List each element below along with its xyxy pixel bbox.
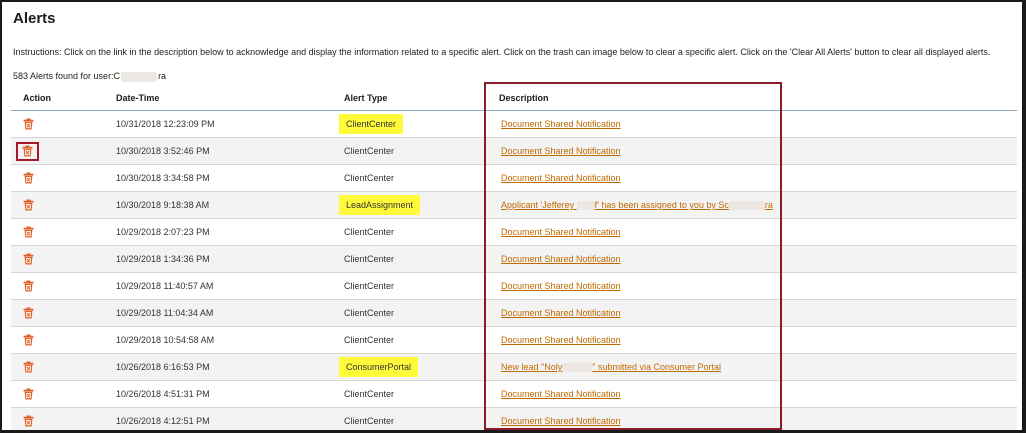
- description-text-part: ra: [765, 200, 773, 210]
- datetime-cell: 10/30/2018 3:34:58 PM: [116, 165, 329, 192]
- datetime-cell: 10/26/2018 4:12:51 PM: [116, 408, 329, 433]
- action-cell: [11, 273, 116, 300]
- description-cell: [494, 138, 1017, 165]
- description-cell: [494, 327, 1017, 354]
- header-description: Description: [494, 86, 1017, 111]
- trash-can-icon[interactable]: [23, 361, 34, 373]
- datetime-cell: 10/29/2018 1:34:36 PM: [116, 246, 329, 273]
- action-cell: [11, 327, 116, 354]
- trash-can-icon[interactable]: [23, 415, 34, 427]
- action-cell: [11, 381, 116, 408]
- action-cell: [11, 138, 116, 165]
- table-row: [11, 192, 1017, 219]
- description-cell: [494, 381, 1017, 408]
- alert-type-label: ClientCenter: [344, 389, 394, 399]
- description-link[interactable]: Document Shared Notification: [501, 227, 621, 237]
- table-row: [11, 381, 1017, 408]
- description-text-part: Applicant 'Jefferey: [501, 200, 577, 210]
- table-row: [11, 408, 1017, 433]
- description-link[interactable]: Document Shared Notification: [501, 389, 621, 399]
- description-cell: [494, 165, 1017, 192]
- description-link[interactable]: [501, 362, 721, 372]
- table-row: [11, 300, 1017, 327]
- datetime-cell: 10/29/2018 10:54:58 AM: [116, 327, 329, 354]
- description-text-part: " submitted via Consumer Portal: [592, 362, 721, 372]
- description-text-part: New lead "Noly: [501, 362, 562, 372]
- trash-can-icon[interactable]: [23, 118, 34, 130]
- description-text-part: f' has been assigned to you by Sc: [595, 200, 729, 210]
- action-cell: [11, 165, 116, 192]
- datetime-cell: 10/29/2018 11:04:34 AM: [116, 300, 329, 327]
- action-cell: [11, 408, 116, 433]
- description-link[interactable]: [501, 200, 773, 210]
- highlighted-alert-type: ClientCenter: [339, 114, 403, 134]
- alerts-table-body: [11, 111, 1017, 433]
- alert-type-cell: [329, 192, 494, 219]
- alert-type-cell: [329, 111, 494, 138]
- trash-can-icon[interactable]: [23, 280, 34, 292]
- alert-type-cell: [329, 246, 494, 273]
- description-link[interactable]: Document Shared Notification: [501, 281, 621, 291]
- alert-type-label: ClientCenter: [344, 254, 394, 264]
- alert-type-cell: [329, 300, 494, 327]
- table-row: [11, 165, 1017, 192]
- trash-can-icon[interactable]: [23, 199, 34, 211]
- alert-type-label: ClientCenter: [344, 146, 394, 156]
- page-title: Alerts: [13, 10, 56, 27]
- highlighted-alert-type: ConsumerPortal: [339, 357, 418, 377]
- header-action: Action: [11, 86, 116, 111]
- trash-can-icon[interactable]: [23, 388, 34, 400]
- alert-type-label: ClientCenter: [344, 416, 394, 426]
- alert-type-cell: [329, 381, 494, 408]
- table-header-row: [11, 86, 1017, 111]
- table-row: [11, 273, 1017, 300]
- alert-type-label: ClientCenter: [344, 227, 394, 237]
- datetime-cell: 10/26/2018 4:51:31 PM: [116, 381, 329, 408]
- datetime-cell: 10/31/2018 12:23:09 PM: [116, 111, 329, 138]
- alert-type-label: ClientCenter: [344, 335, 394, 345]
- description-link[interactable]: Document Shared Notification: [501, 254, 621, 264]
- alerts-table: [11, 86, 1017, 433]
- datetime-cell: 10/29/2018 11:40:57 AM: [116, 273, 329, 300]
- trash-can-icon[interactable]: [22, 145, 33, 157]
- instructions-text: Instructions: Click on the link in the description below to acknowledge and display the information related to a specific alert. Click on the trash can image below to clear a specific alert. Click on the 'Clear All Alerts' button to clear all displayed alerts.: [13, 47, 990, 57]
- datetime-cell: 10/29/2018 2:07:23 PM: [116, 219, 329, 246]
- description-link[interactable]: Document Shared Notification: [501, 146, 621, 156]
- redacted-name: [577, 201, 595, 210]
- description-link[interactable]: Document Shared Notification: [501, 173, 621, 183]
- description-link[interactable]: Document Shared Notification: [501, 119, 621, 129]
- alert-type-label: ClientCenter: [344, 173, 394, 183]
- highlighted-alert-type: LeadAssignment: [339, 195, 420, 215]
- table-row: [11, 219, 1017, 246]
- description-cell: [494, 354, 1017, 381]
- action-cell: [11, 246, 116, 273]
- datetime-cell: 10/30/2018 9:18:38 AM: [116, 192, 329, 219]
- alert-type-cell: [329, 165, 494, 192]
- description-cell: [494, 300, 1017, 327]
- trash-can-icon[interactable]: [23, 307, 34, 319]
- description-cell: [494, 273, 1017, 300]
- table-row: [11, 327, 1017, 354]
- redacted-name: [562, 363, 592, 372]
- description-link[interactable]: Document Shared Notification: [501, 335, 621, 345]
- description-cell: [494, 192, 1017, 219]
- trash-can-icon[interactable]: [23, 226, 34, 238]
- alert-type-label: ClientCenter: [344, 281, 394, 291]
- header-datetime: Date-Time: [116, 86, 329, 111]
- action-cell: [11, 111, 116, 138]
- description-cell: [494, 408, 1017, 433]
- description-cell: [494, 219, 1017, 246]
- trash-annotation-box: [16, 142, 39, 161]
- redacted-username: [121, 72, 157, 82]
- header-alert-type: Alert Type: [329, 86, 494, 111]
- alert-count: [13, 71, 166, 82]
- action-cell: [11, 192, 116, 219]
- table-row: [11, 138, 1017, 165]
- trash-can-icon[interactable]: [23, 253, 34, 265]
- alert-type-cell: [329, 408, 494, 433]
- alert-type-cell: [329, 327, 494, 354]
- datetime-cell: 10/30/2018 3:52:46 PM: [116, 138, 329, 165]
- alert-count-prefix: 583 Alerts found for user:C: [13, 71, 120, 81]
- table-row: [11, 111, 1017, 138]
- alert-type-cell: [329, 219, 494, 246]
- description-cell: [494, 246, 1017, 273]
- alert-type-label: ClientCenter: [344, 308, 394, 318]
- action-cell: [11, 354, 116, 381]
- description-link[interactable]: Document Shared Notification: [501, 416, 621, 426]
- redacted-name: [729, 201, 765, 210]
- trash-can-icon[interactable]: [23, 334, 34, 346]
- table-row: [11, 246, 1017, 273]
- alert-type-cell: [329, 138, 494, 165]
- description-cell: [494, 111, 1017, 138]
- alert-type-cell: [329, 354, 494, 381]
- alert-count-suffix: ra: [158, 71, 166, 81]
- action-cell: [11, 219, 116, 246]
- datetime-cell: 10/26/2018 6:16:53 PM: [116, 354, 329, 381]
- table-row: [11, 354, 1017, 381]
- trash-can-icon[interactable]: [23, 172, 34, 184]
- action-cell: [11, 300, 116, 327]
- description-link[interactable]: Document Shared Notification: [501, 308, 621, 318]
- alert-type-cell: [329, 273, 494, 300]
